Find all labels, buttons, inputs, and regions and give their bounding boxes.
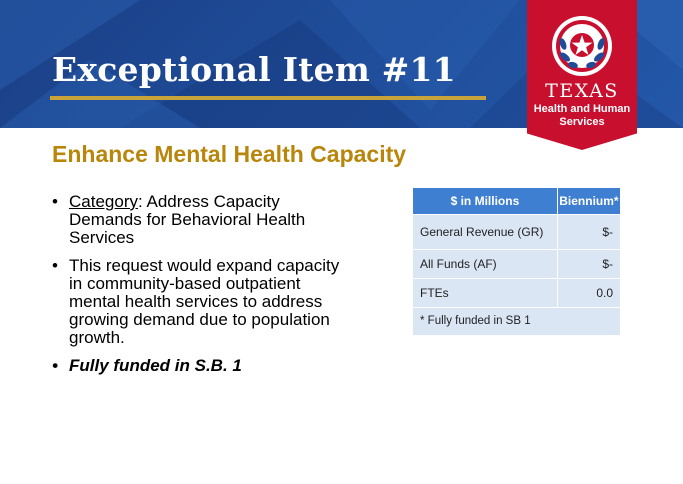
table-header-row — [413, 188, 621, 215]
bullet-dot: • — [52, 256, 58, 275]
row-label: General Revenue (GR) — [413, 215, 558, 250]
bullet-dot: • — [52, 356, 58, 375]
table-row — [413, 215, 621, 250]
funded-text: Fully funded in S.B. 1 — [69, 356, 242, 375]
table-footnote: * Fully funded in SB 1 — [413, 308, 621, 336]
bullet-category — [52, 193, 352, 247]
request-text: This request would expand capacity in community-based outpatient mental health services to address growing demand due to population growth. — [69, 256, 340, 347]
bullet-request — [52, 257, 352, 347]
logo-wordmark: TEXAS — [545, 80, 619, 102]
row-value: $- — [557, 250, 620, 279]
table-row — [413, 250, 621, 279]
row-value: $- — [557, 215, 620, 250]
table-row — [413, 279, 621, 308]
bullet-list — [52, 193, 352, 385]
title-underline — [50, 96, 486, 100]
row-label: All Funds (AF) — [413, 250, 558, 279]
texas-seal-icon — [550, 14, 614, 78]
bullet-funded — [52, 357, 352, 375]
column-header-biennium: Biennium* — [557, 188, 620, 215]
logo-subtext: Health and Human Services — [533, 103, 631, 128]
column-header-amount: $ in Millions — [413, 188, 558, 215]
page-title: Exceptional Item #11 — [52, 50, 456, 89]
table-footnote-row — [413, 308, 621, 336]
category-text: : Address Capacity Demands for Behavioral Health Services — [69, 192, 306, 247]
bullet-dot: • — [52, 192, 58, 211]
funding-table — [412, 187, 621, 336]
row-label: FTEs — [413, 279, 558, 308]
section-subtitle: Enhance Mental Health Capacity — [52, 141, 407, 167]
category-label: Category — [69, 192, 138, 211]
row-value: 0.0 — [557, 279, 620, 308]
